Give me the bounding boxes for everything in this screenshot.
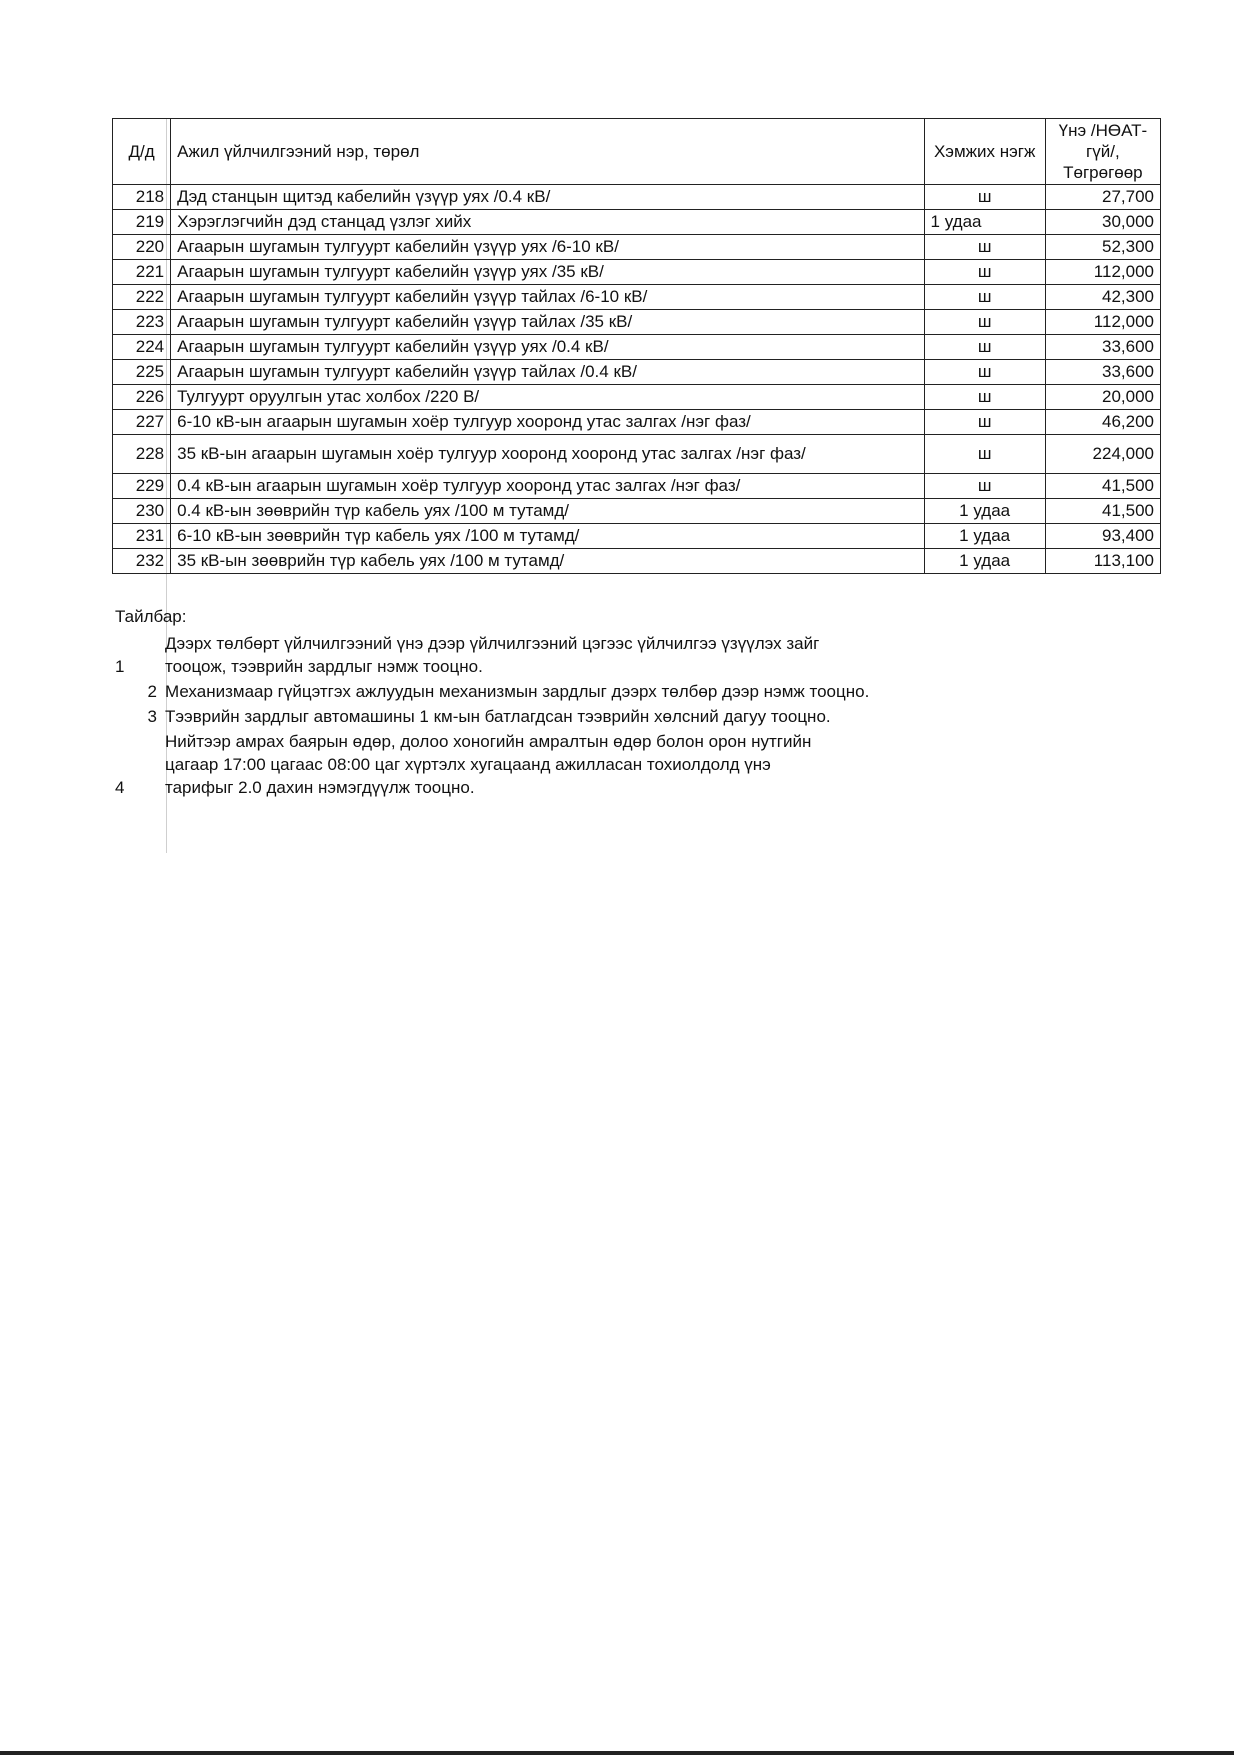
note-text: [165, 705, 1065, 728]
header-price-line3: Төгрөгөөр: [1063, 163, 1143, 182]
header-name: Ажил үйлчилгээний нэр, төрөл: [171, 119, 924, 185]
note-text: [165, 680, 1065, 703]
table-row: [113, 235, 1161, 260]
row-price: 33,600: [1045, 335, 1160, 360]
table-row: [113, 285, 1161, 310]
row-unit: ш: [924, 435, 1045, 474]
row-name: 6-10 кВ-ын агаарын шугамын хоёр тулгуур хооронд утас залгах /нэг фаз/: [171, 410, 924, 435]
row-name: Хэрэглэгчийн дэд станцад үзлэг хийх: [171, 210, 924, 235]
row-id: 224: [113, 335, 171, 360]
table-row: [113, 360, 1161, 385]
row-id: 218: [113, 185, 171, 210]
row-name: Агаарын шугамын тулгуурт кабелийн үзүүр уях /6-10 кВ/: [171, 235, 924, 260]
price-table: [112, 118, 1161, 574]
row-name: Агаарын шугамын тулгуурт кабелийн үзүүр уях /35 кВ/: [171, 260, 924, 285]
table-row: [113, 310, 1161, 335]
note-item: [115, 730, 1115, 799]
note-text: [165, 730, 1065, 799]
header-price: [1045, 119, 1160, 185]
row-id: 220: [113, 235, 171, 260]
row-id: 223: [113, 310, 171, 335]
row-price: 41,500: [1045, 499, 1160, 524]
note-line: тарифыг 2.0 дахин нэмэгдүүлж тооцно.: [165, 778, 475, 797]
row-unit: ш: [924, 235, 1045, 260]
row-id: 227: [113, 410, 171, 435]
row-name: 0.4 кВ-ын зөөврийн түр кабель уях /100 м тутамд/: [171, 499, 924, 524]
header-unit: Хэмжих нэгж: [924, 119, 1045, 185]
row-unit: ш: [924, 410, 1045, 435]
row-name: Тулгуурт оруулгын утас холбох /220 В/: [171, 385, 924, 410]
row-id: 231: [113, 524, 171, 549]
note-number-text: 4: [115, 778, 125, 797]
row-unit: 1 удаа: [924, 210, 1045, 235]
row-id: 232: [113, 549, 171, 574]
row-id: 222: [113, 285, 171, 310]
row-id: 229: [113, 474, 171, 499]
row-price: 224,000: [1045, 435, 1160, 474]
row-price: 52,300: [1045, 235, 1160, 260]
row-price: 27,700: [1045, 185, 1160, 210]
note-line: тооцож, тээврийн зардлыг нэмж тооцно.: [165, 657, 483, 676]
note-line: Дээрх төлбөрт үйлчилгээний үнэ дээр үйлчилгээний цэгээс үйлчилгээ үзүүлэх зайг: [165, 634, 820, 653]
row-name: Дэд станцын щитэд кабелийн үзүүр уях /0.4 кВ/: [171, 185, 924, 210]
note-number: [115, 632, 165, 678]
row-price: 41,500: [1045, 474, 1160, 499]
table-row: [113, 185, 1161, 210]
note-item: [115, 632, 1115, 678]
note-number-text: 1: [115, 657, 125, 676]
row-name: Агаарын шугамын тулгуурт кабелийн үзүүр тайлах /35 кВ/: [171, 310, 924, 335]
table-row: [113, 335, 1161, 360]
row-price: 112,000: [1045, 310, 1160, 335]
row-name: Агаарын шугамын тулгуурт кабелийн үзүүр уях /0.4 кВ/: [171, 335, 924, 360]
note-text: [165, 632, 1065, 678]
table-row: [113, 474, 1161, 499]
note-item: [115, 705, 1115, 728]
row-unit: ш: [924, 310, 1045, 335]
header-id: Д/д: [113, 119, 171, 185]
table-row: [113, 524, 1161, 549]
row-name: 0.4 кВ-ын агаарын шугамын хоёр тулгуур хооронд утас залгах /нэг фаз/: [171, 474, 924, 499]
row-name: 6-10 кВ-ын зөөврийн түр кабель уях /100 м тутамд/: [171, 524, 924, 549]
header-price-line1: Үнэ /НӨАТ-: [1058, 121, 1148, 140]
row-id: 219: [113, 210, 171, 235]
row-price: 93,400: [1045, 524, 1160, 549]
table-row: [113, 260, 1161, 285]
row-unit: 1 удаа: [924, 524, 1045, 549]
row-id: 230: [113, 499, 171, 524]
row-unit: ш: [924, 360, 1045, 385]
table-row: [113, 435, 1161, 474]
note-number: [115, 730, 165, 799]
row-price: 42,300: [1045, 285, 1160, 310]
scan-bottom-edge: [0, 1751, 1234, 1755]
note-number: 3: [147, 707, 157, 726]
note-line: цагаар 17:00 цагаас 08:00 цаг хүртэлх хугацаанд ажилласан тохиолдолд үнэ: [165, 755, 771, 774]
note-item: [115, 680, 1115, 703]
table-row: [113, 499, 1161, 524]
notes-title: Тайлбар:: [115, 607, 187, 626]
row-price: 112,000: [1045, 260, 1160, 285]
row-unit: ш: [924, 185, 1045, 210]
row-id: 221: [113, 260, 171, 285]
row-name: 35 кВ-ын агаарын шугамын хоёр тулгуур хооронд хооронд утас залгах /нэг фаз/: [171, 435, 924, 474]
row-id: 226: [113, 385, 171, 410]
row-price: 113,100: [1045, 549, 1160, 574]
table-row: [113, 385, 1161, 410]
row-price: 30,000: [1045, 210, 1160, 235]
row-unit: ш: [924, 285, 1045, 310]
note-number: 2: [147, 682, 157, 701]
header-price-line2: гүй/,: [1086, 142, 1120, 161]
row-unit: 1 удаа: [924, 499, 1045, 524]
row-unit: 1 удаа: [924, 549, 1045, 574]
notes-section: [115, 605, 1115, 799]
row-unit: ш: [924, 335, 1045, 360]
row-unit: ш: [924, 474, 1045, 499]
table-row: [113, 210, 1161, 235]
table-header-row: [113, 119, 1161, 185]
row-id: 228: [113, 435, 171, 474]
row-name: Агаарын шугамын тулгуурт кабелийн үзүүр тайлах /6-10 кВ/: [171, 285, 924, 310]
note-line: Тээврийн зардлыг автомашины 1 км-ын батлагдсан тээврийн хөлсний дагуу тооцно.: [165, 707, 831, 726]
row-unit: ш: [924, 260, 1045, 285]
row-id: 225: [113, 360, 171, 385]
row-unit: ш: [924, 385, 1045, 410]
table-row: [113, 549, 1161, 574]
note-line: Механизмаар гүйцэтгэх ажлуудын механизмын зардлыг дээрх төлбөр дээр нэмж тооцно.: [165, 682, 870, 701]
row-name: Агаарын шугамын тулгуурт кабелийн үзүүр тайлах /0.4 кВ/: [171, 360, 924, 385]
row-price: 20,000: [1045, 385, 1160, 410]
row-price: 46,200: [1045, 410, 1160, 435]
table-row: [113, 410, 1161, 435]
row-price: 33,600: [1045, 360, 1160, 385]
row-name: 35 кВ-ын зөөврийн түр кабель уях /100 м тутамд/: [171, 549, 924, 574]
note-line: Нийтээр амрах баярын өдөр, долоо хоногийн амралтын өдөр болон орон нутгийн: [165, 732, 812, 751]
